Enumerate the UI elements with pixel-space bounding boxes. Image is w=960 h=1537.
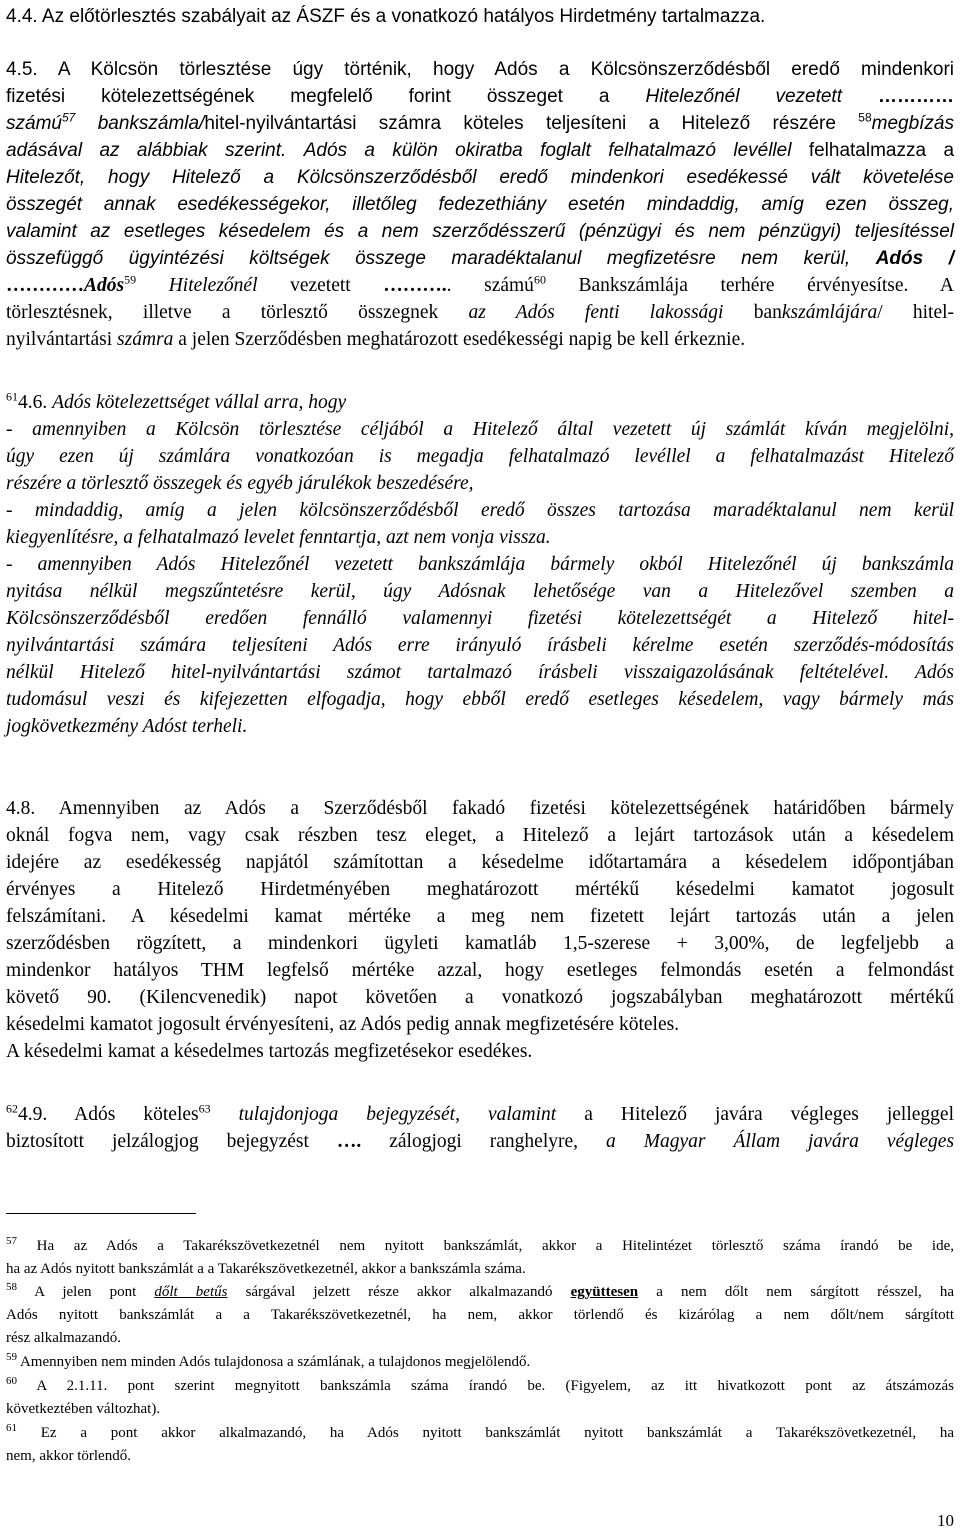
paragraph-4-6-line-9: Kölcsönszerződésből eredően fennálló valamennyi fizetési kötelezettségét a Hitelező hitel- — [6, 608, 954, 629]
paragraph-4-5-line-10: törlesztésnek, illetve a törlesztő összegnek az Adós fenti lakossági bankszámlájára/ hitel- — [6, 302, 955, 323]
paragraph-4-9-line-2: biztosított jelzálogjog bejegyzést …. zálogjogi ranghelyre, a Magyar Állam javára végleges — [6, 1131, 955, 1152]
paragraph-4-6-line-11: nélkül Hitelező hitel-nyilvántartási számot tartalmazó írásbeli visszaigazolásának feltételével. Adós — [6, 662, 954, 683]
paragraph-4-8-line-5: felszámítani. A késedelmi kamat mértéke a meg nem fizetett lejárt tartozás után a jelen — [6, 906, 954, 927]
footnote-58-line-1: $^{58}$ A jelen pont dőlt betűs sárgával jelzett része akkor alkalmazandó együttesen a nem dőlt nem sárgított résszel, ha — [6, 1281, 954, 1300]
footnote-60-line-1: $^{60}$ A 2.1.11. pont szerint megnyitott bankszámla száma írandó be. (Figyelem, az itt hivatkozott pont az átszámozás — [6, 1375, 954, 1394]
paragraph-4-5-line-2: fizetési kötelezettségének megfelelő forint összeget a Hitelezőnél vezetett ………… — [6, 86, 954, 107]
paragraph-4-8-line-7: mindenkor hatályos THM legfelső mértéke azzal, hogy esetleges felmondás esetén a felmondást — [6, 960, 954, 981]
paragraph-4-8-line-3: idejére az esedékesség napjától számítottan a késedelme időtartamára a késedelem időpontjában — [6, 852, 954, 873]
footnote-separator — [6, 1213, 196, 1214]
paragraph-4-6-line-1: $^{61}$4.6. Adós kötelezettséget vállal arra, hogy — [6, 389, 347, 413]
paragraph-4-6-line-13: jogkövetkezmény Adóst terheli. — [6, 716, 248, 737]
footnote-61-line-1: $^{61}$ Ez a pont akkor alkalmazandó, ha Adós nyitott bankszámlát nyitott bankszámlát a Takarékszövetkezetnél, ha — [6, 1422, 954, 1441]
paragraph-4-5-line-7: valamint az esetleges késedelem és a nem szerződésszerű (pénzügyi és nem pénzügyi) teljesítéssel — [6, 221, 954, 242]
paragraph-4-5-line-3: számú$^{57}$ bankszámla/hitel-nyilvántartási számra köteles teljesíteni a Hitelező részére $^{58}$megbízás — [6, 110, 954, 134]
paragraph-4-5-line-9: …………Adós$^{59}$ Hitelezőnél vezetett ……….. számú$^{60}$ Bankszámlája terhére érvényesítse. A — [6, 272, 954, 296]
paragraph-4-8-line-9: késedelmi kamatot jogosult érvényesíteni, az Adós pedig annak megfizetésére köteles. — [6, 1014, 680, 1035]
paragraph-4-6-line-10: nyilvántartási számára teljesíteni Adós erre irányuló írásbeli kérelme esetén szerződés-módosítás — [6, 635, 954, 656]
paragraph-4-5-line-8: összefüggő ügyintézési költségek összege maradéktalanul megfizetésre nem kerül, Adós / — [6, 248, 955, 269]
paragraph-4-5-line-6: összegét annak esedékességekor, illetőleg fedezethiány esetén mindaddig, amíg ezen összeg, — [6, 194, 954, 215]
paragraph-4-6-line-4: részére a törlesztő összegek és egyéb járulékok beszedésére, — [6, 473, 474, 494]
paragraph-4-8-line-4: érvényes a Hitelező Hirdetményében meghatározott mértékű késedelmi kamatot jogosult — [6, 879, 954, 900]
paragraph-4-9-line-1: $^{62}$4.9. Adós köteles$^{63}$ tulajdonjoga bejegyzését, valamint a Hitelező javára végleges jelleggel — [6, 1101, 954, 1125]
paragraph-4-5-line-5: Hitelezőt, hogy Hitelező a Kölcsönszerződésből eredő mindenkori esedékessé vált követelése — [6, 167, 954, 188]
footnote-57-line-1: $^{57}$ Ha az Adós a Takarékszövetkezetnél nem nyitott bankszámlát, akkor a Hitelintézet törlesztő száma írandó be ide, — [6, 1235, 954, 1254]
paragraph-4-6-line-2: - amennyiben a Kölcsön törlesztése céljából a Hitelező által vezetett új számlát kíván megjelölni, — [6, 419, 954, 440]
footnote-60-line-2: következtében változhat). — [6, 1401, 161, 1417]
paragraph-4-8-line-6: szerződésben rögzített, a mindenkori ügyleti kamatláb 1,5-szerese + 3,00%, de legfeljebb a — [6, 933, 954, 954]
paragraph-4-6-line-8: nyitása nélkül megszűntetésre kerül, úgy Adósnak lehetősége van a Hitelezővel szemben a — [6, 581, 954, 602]
paragraph-4-4 — [6, 4, 954, 30]
paragraph-4-8-line-2: oknál fogva nem, vagy csak részben tesz eleget, a Hitelező a lejárt tartozások után a késedelem — [6, 825, 954, 846]
paragraph-4-8-line-8: követő 90. (Kilencvenedik) napot követően a vonatkozó jogszabályban meghatározott mértékű — [6, 987, 954, 1008]
paragraph-4-8-line-10: A késedelmi kamat a késedelmes tartozás megfizetésekor esedékes. — [6, 1041, 533, 1062]
paragraph-4-5-line-1: 4.5. A Kölcsön törlesztése úgy történik, hogy Adós a Kölcsönszerződésből eredő mindenkori — [6, 59, 954, 80]
paragraph-4-6-line-12: tudomásul veszi és kifejezetten elfogadja, hogy ebből eredő esetleges késedelem, vagy bármely más — [6, 689, 954, 710]
paragraph-4-5-line-11: nyilvántartási számra a jelen Szerződésben meghatározott esedékességi napig be kell érkeznie. — [6, 329, 746, 350]
paragraph-4-6-line-3: úgy ezen új számlára vonatkozóan is megadja felhatalmazó levéllel a felhatalmazást Hitelező — [6, 446, 954, 467]
page-number: 10 — [937, 1511, 954, 1530]
paragraph-4-6-line-5: - mindaddig, amíg a jelen kölcsönszerződésből eredő összes tartozása maradéktalanul nem kerül — [6, 500, 954, 521]
footnote-61-line-2: nem, akkor törlendő. — [6, 1448, 131, 1464]
paragraph-4-6-line-6: kiegyenlítésre, a felhatalmazó levelet fenntartja, azt nem vonja vissza. — [6, 527, 551, 548]
paragraph-4-4-text: 4.4. Az előtörlesztés szabályait az ÁSZF és a vonatkozó hatályos Hirdetmény tartalmazza. — [6, 6, 766, 27]
footnote-58-line-3: rész alkalmazandó. — [6, 1330, 121, 1346]
footnote-58-line-2: Adós nyitott bankszámlát a a Takarékszövetkezetnél, ha nem, akkor törlendő és kizárólag a nem dőlt/nem sárgított — [6, 1307, 954, 1323]
paragraph-4-8-line-1: 4.8. Amennyiben az Adós a Szerződésből fakadó fizetési kötelezettségének határidőben bármely — [6, 798, 954, 819]
paragraph-4-5-line-4: adásával az alábbiak szerint. Adós a külön okiratba foglalt felhatalmazó levéllel felhatalmazza a — [6, 140, 955, 161]
footnote-57-line-2: ha az Adós nyitott bankszámlát a a Takarékszövetkezetnél, akkor a bankszámla száma. — [6, 1261, 526, 1277]
footnote-59: $^{59}$ Amennyiben nem minden Adós tulajdonosa a számlának, a tulajdonos megjelölendő. — [6, 1351, 531, 1370]
paragraph-4-6-line-7: - amennyiben Adós Hitelezőnél vezetett bankszámlája bármely okból Hitelezőnél új bankszámla — [6, 554, 954, 575]
